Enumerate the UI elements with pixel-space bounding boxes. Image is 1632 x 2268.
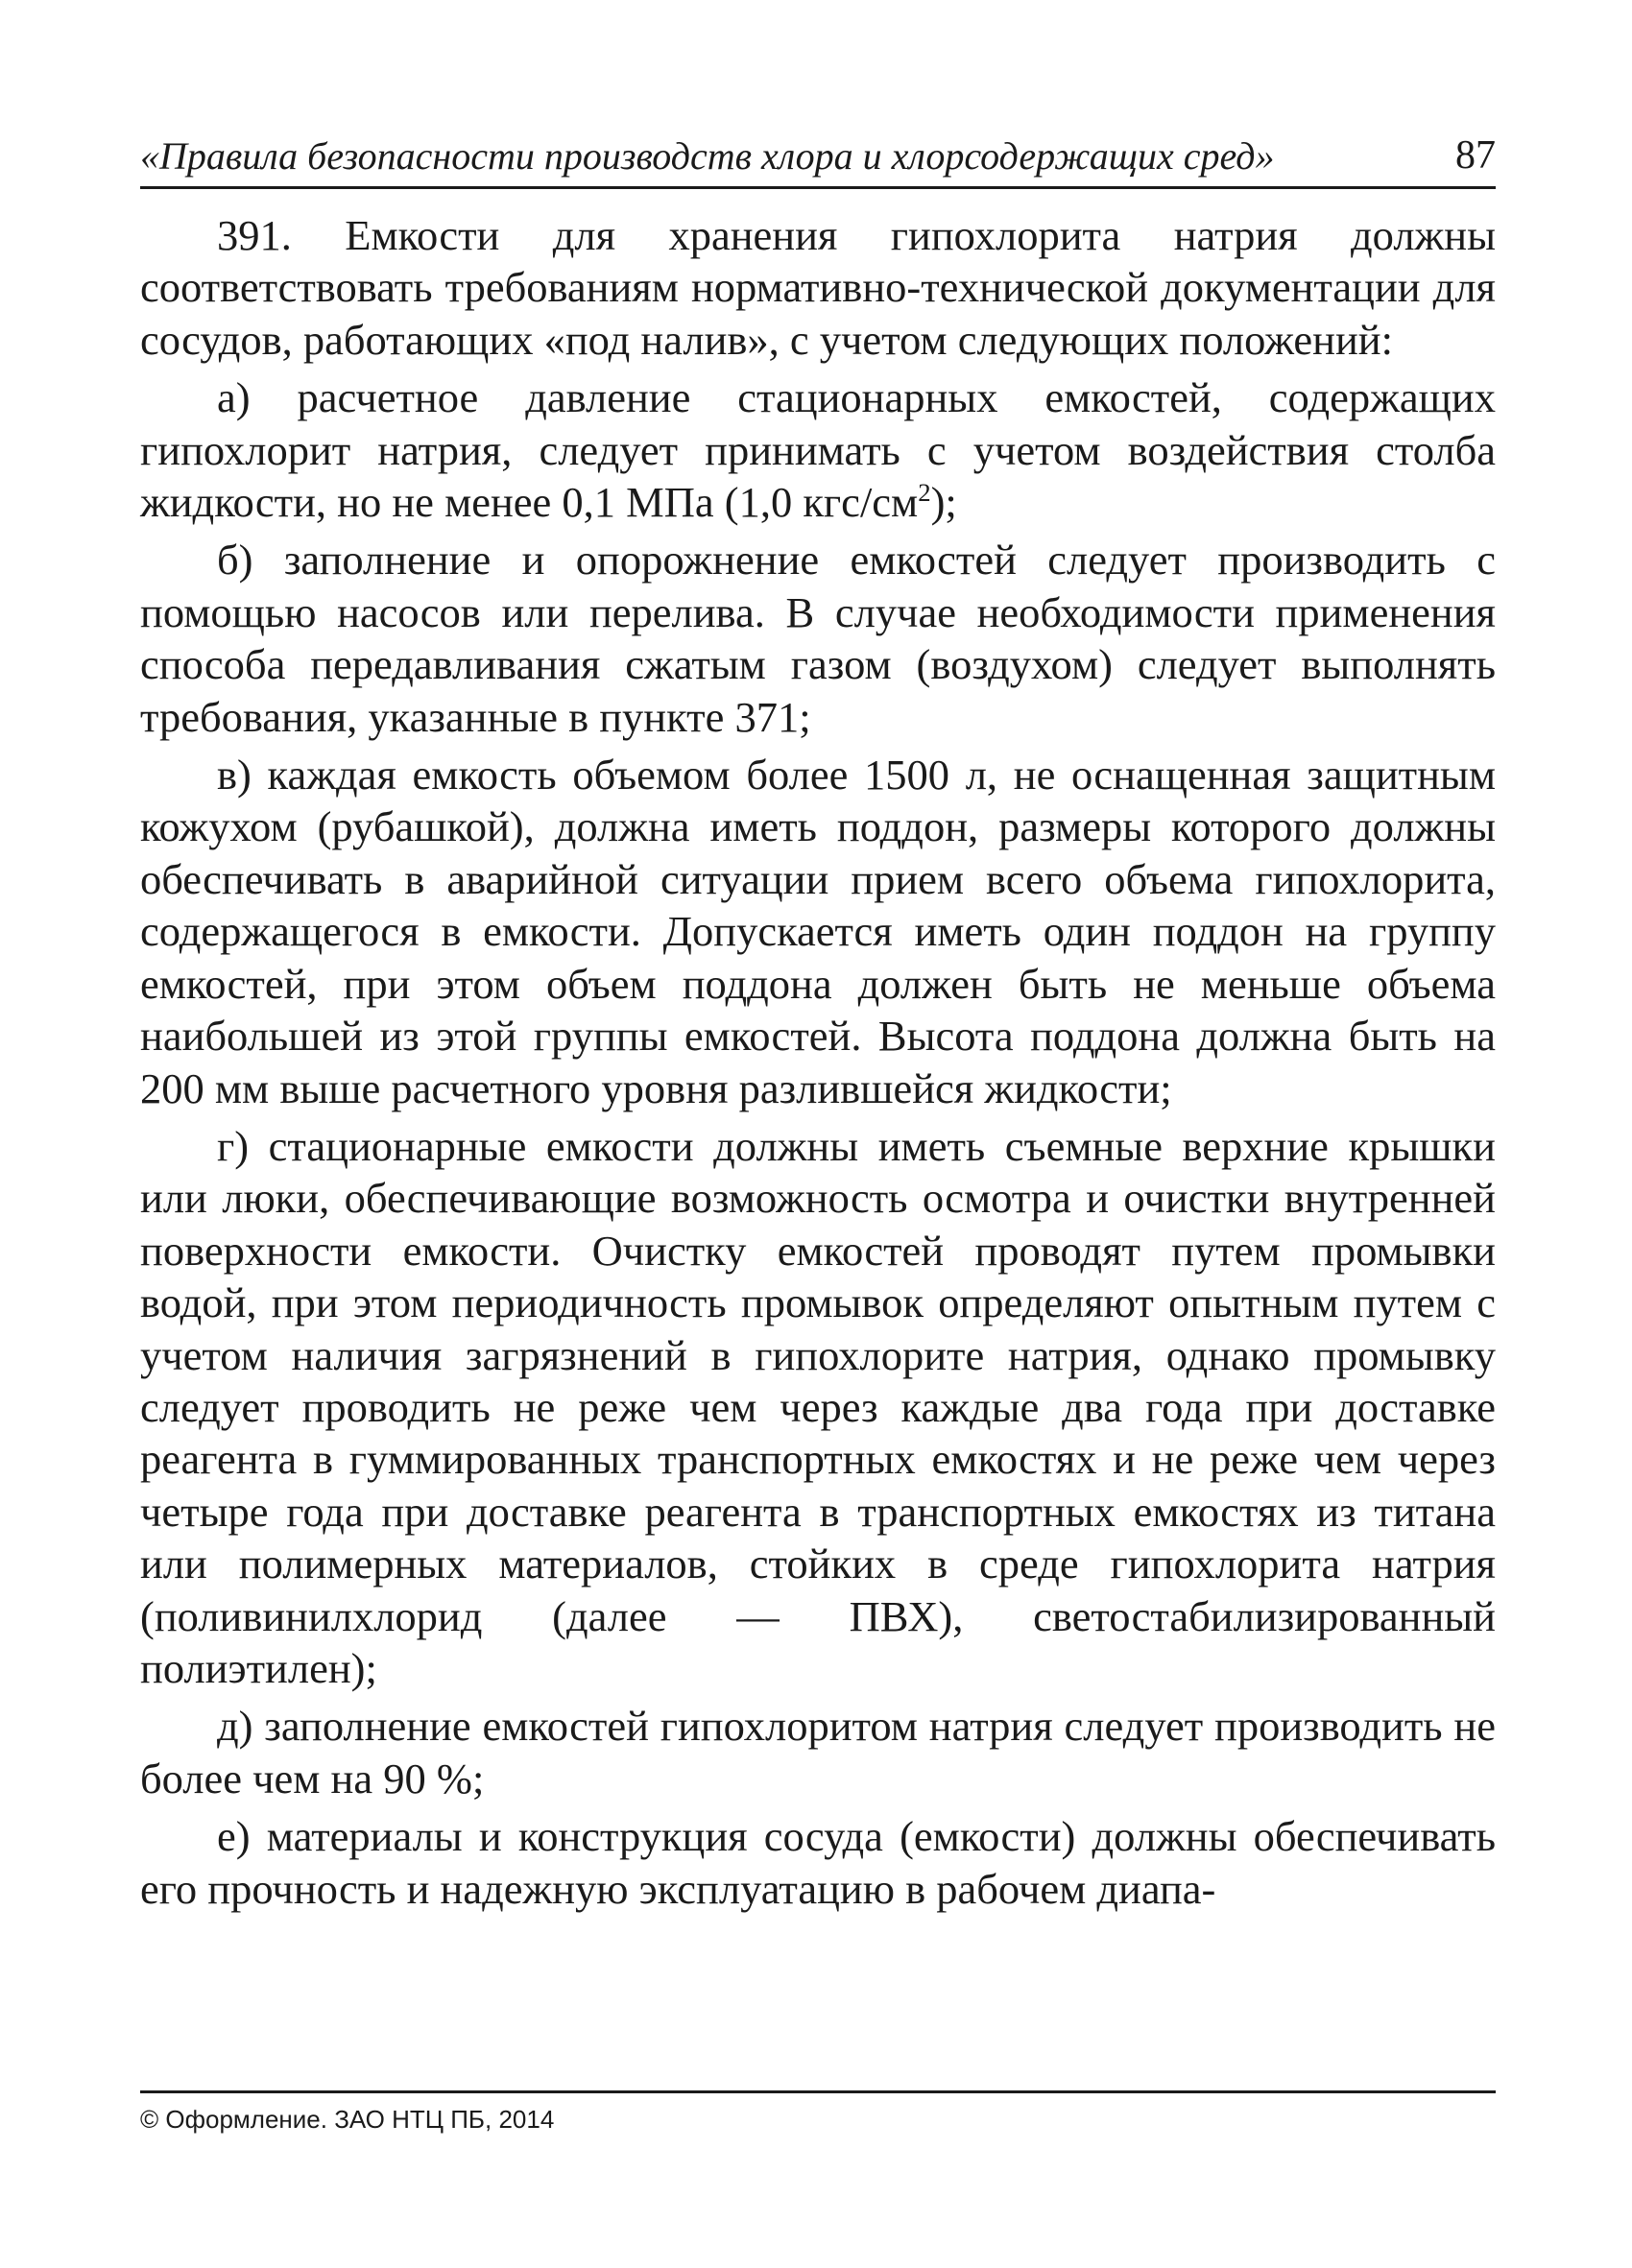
body-text [140,209,1496,1915]
footer-copyright: © Оформление. ЗАО НТЦ ПБ, 2014 [140,2090,1496,2135]
item-b: б) заполнение и опорожнение емкостей следует производить с помощью насосов или перелива. В случае необходимости применения способа передавливания сжатым газом (воздухом) следует выполнять требования, указанные в пункте 371; [140,536,1496,741]
item-a-text: а) расчетное давление стационарных емкостей, содержащих гипохлорит натрия, следует принимать с учетом воздействия столба жидкости, но не менее 0,1 МПа (1,0 кгс/см [140,373,1496,527]
item-a-text-end: ); [930,478,957,527]
item-a [140,371,1496,528]
item-e: е) материалы и конструкция сосуда (емкости) должны обеспечивать его прочность и надежную эксплуатацию в рабочем диапа- [140,1812,1496,1913]
running-header [140,125,1496,189]
item-v: в) каждая емкость объемом более 1500 л, не оснащенная защитным кожухом (рубашкой), должна иметь поддон, размеры которого должны обеспечивать в аварийной ситуации прием всего объема гипохлорита, содержащегося в емкости. Допускается иметь один поддон на группу емкостей, при этом объем поддона должен быть не меньше объема наибольшей из этой группы емкостей. Высота поддона должна быть на 200 мм выше расчетного уровня разлившейся жидкости; [140,751,1496,1112]
item-d: д) заполнение емкостей гипохлоритом натрия следует производить не более чем на 90 %; [140,1702,1496,1802]
page-number: 87 [1455,133,1496,178]
item-g: г) стационарные емкости должны иметь съемные верхние крышки или люки, обеспечивающие возможность осмотра и очистки внутренней поверхности емкости. Очистку емкостей проводят путем промывки водой, при этом периодичность промывок определяют опытным путем с учетом наличия загрязнений в гипохлорите натрия, однако промывку следует проводить не реже чем через каждые два года при доставке реагента в гуммированных транспортных емкостях и не реже чем через четыре года при доставке реагента в транспортных емкостях из титана или полимерных материалов, стойких в среде гипохлорита натрия (поливинилхлорид (далее — ПВХ), светостабилизированный полиэтилен); [140,1121,1496,1692]
header-title: «Правила безопасности производств хлора и хлорсодержащих сред» [140,134,1275,178]
item-a-superscript: 2 [918,478,931,508]
paragraph-391: 391. Емкости для хранения гипохлорита натрия должны соответствовать требованиям нормативно-технической документации для сосудов, работающих «под налив», с учетом следующих положений: [140,211,1496,364]
